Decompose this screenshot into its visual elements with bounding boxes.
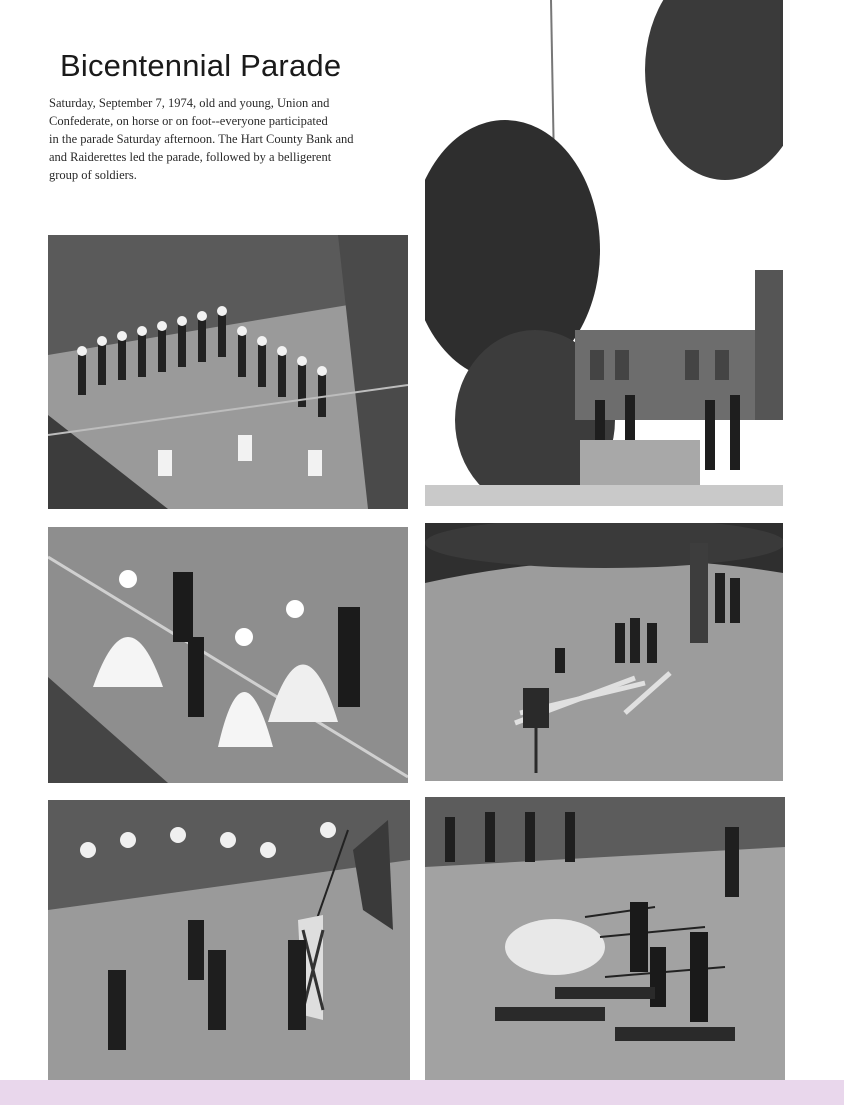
- page-title: Bicentennial Parade: [60, 48, 342, 83]
- caption-line: Saturday, September 7, 1974, old and young, Union and: [49, 96, 330, 110]
- photo-soldiers-flag: [48, 800, 410, 1080]
- page-bottom-strip: [0, 1080, 844, 1105]
- photo-musket-firing: [425, 797, 785, 1080]
- photo-marching-band: [48, 235, 408, 509]
- photo-courthouse-square: [425, 0, 783, 506]
- photo-costumed-couples: [48, 527, 408, 783]
- photo-lawn-marker: [425, 523, 783, 781]
- caption-line: in the parade Saturday afternoon. The Hart County Bank and: [49, 132, 354, 146]
- caption-line: group of soldiers.: [49, 168, 137, 182]
- caption-line: and Raiderettes led the parade, followed by a belligerent: [49, 150, 332, 164]
- article-caption: [49, 94, 409, 184]
- caption-line: Confederate, on horse or on foot--everyone participated: [49, 114, 328, 128]
